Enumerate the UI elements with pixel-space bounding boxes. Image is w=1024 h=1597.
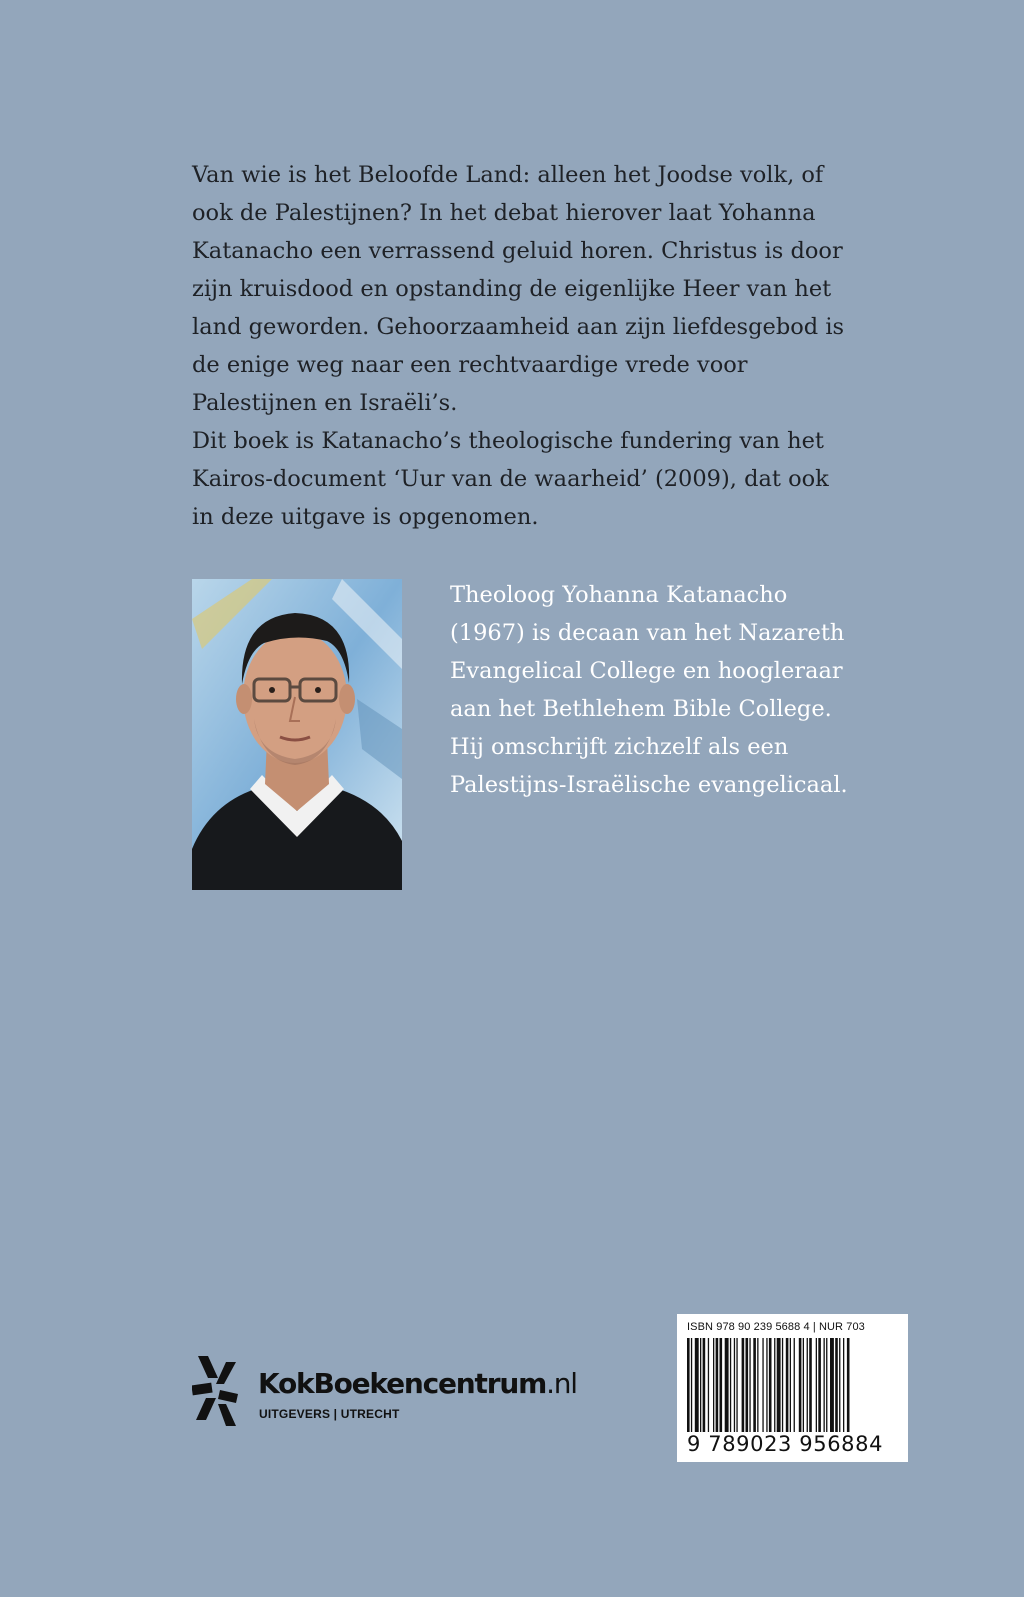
barcode-number: 9 789023 956884 bbox=[687, 1432, 884, 1456]
isbn-barcode bbox=[677, 1314, 908, 1462]
barcode-bars bbox=[687, 1338, 899, 1432]
bio-line: Palestijns-Israëlische evangelicaal. bbox=[450, 772, 848, 798]
author-bio bbox=[450, 576, 900, 804]
blurb-line: Dit boek is Katanacho’s theologische fundering van het bbox=[192, 428, 824, 454]
blurb-line: ook de Palestijnen? In het debat hierover laat Yohanna bbox=[192, 200, 816, 226]
publisher-name bbox=[258, 1367, 577, 1400]
blurb-line: de enige weg naar een rechtvaardige vrede voor bbox=[192, 352, 748, 378]
blurb-line: Katanacho een verrassend geluid horen. Christus is door bbox=[192, 238, 843, 264]
publisher-logo bbox=[192, 1354, 577, 1434]
blurb-line: in deze uitgave is opgenomen. bbox=[192, 504, 539, 530]
bio-line: aan het Bethlehem Bible College. bbox=[450, 696, 832, 722]
blurb-line: Van wie is het Beloofde Land: alleen het Joodse volk, of bbox=[192, 162, 824, 188]
blurb-line: Kairos-document ‘Uur van de waarheid’ (2009), dat ook bbox=[192, 466, 829, 492]
blurb-line: Palestijnen en Israëli’s. bbox=[192, 390, 458, 416]
back-cover-blurb bbox=[192, 156, 882, 536]
author-photo bbox=[192, 579, 402, 890]
bio-line: Evangelical College en hoogleraar bbox=[450, 658, 843, 684]
blurb-line: zijn kruisdood en opstanding de eigenlijke Heer van het bbox=[192, 276, 832, 302]
publisher-location: UITGEVERS | UTRECHT bbox=[259, 1407, 400, 1421]
publisher-mark-icon bbox=[192, 1354, 240, 1428]
isbn-text: ISBN 978 90 239 5688 4 | NUR 703 bbox=[687, 1321, 865, 1333]
bio-line: Hij omschrijft zichzelf als een bbox=[450, 734, 789, 760]
bio-line: (1967) is decaan van het Nazareth bbox=[450, 620, 845, 646]
publisher-name-suffix: .nl bbox=[546, 1367, 577, 1400]
bio-line: Theoloog Yohanna Katanacho bbox=[450, 582, 788, 608]
blurb-line: land geworden. Gehoorzaamheid aan zijn liefdesgebod is bbox=[192, 314, 845, 340]
publisher-name-bold: KokBoekencentrum bbox=[258, 1367, 547, 1400]
